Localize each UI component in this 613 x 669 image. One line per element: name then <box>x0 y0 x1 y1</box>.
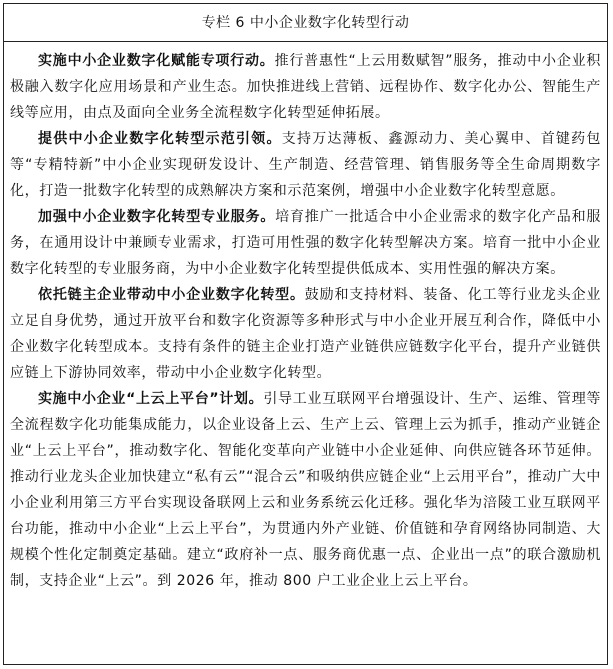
paragraph-1 <box>10 48 601 126</box>
paragraph-lead: 实施中小企业数字化赋能专项行动。 <box>38 53 275 69</box>
paragraph-lead: 提供中小企业数字化转型示范引领。 <box>38 131 282 147</box>
column-box <box>3 3 608 665</box>
paragraph-body: 引导工业互联网平台增强设计、生产、运维、管理等全流程数字化功能集成能力，以企业设备上云、生产上云、管理上云为抓手，推动产业链企业“上云上平台”，推动数字化、智能化变革向产业链中小企业延伸、向供应链各环节延伸。推动行业龙头企业加快建立“私有云”“混合云”和吸纳供应链企业“上云用平台”，推动广大中小企业利用第三方平台实现设备联网上云和业务系统云化迁移。强化华为涪陵工业互联网平台功能，推动中小企业“上云上平台”，为贯通内外产业链、价值链和孕育网络协同制造、大规模个性化定制奠定基础。建立“政府补一点、服务商优惠一点、企业出一点”的联合激励机制，支持企业“上云”。到 2026 年，推动 800 户工业企业上云上平台。 <box>10 391 601 589</box>
paragraph-3 <box>10 204 601 282</box>
paragraph-lead: 实施中小企业“上云上平台”计划。 <box>38 391 264 407</box>
paragraph-lead: 依托链主企业带动中小企业数字化转型。 <box>38 287 305 303</box>
paragraph-4 <box>10 282 601 386</box>
paragraph-2 <box>10 126 601 204</box>
paragraph-body: 培育推广一批适合中小企业需求的数字化产品和服务，在通用设计中兼顾专业需求，打造可用性强的数字化转型解决方案。培育一批中小企业数字化转型的专业服务商，为中小企业数字化转型提供低成本、实用性强的解决方案。 <box>10 209 601 277</box>
column-title: 专栏 6 中小企业数字化转型行动 <box>4 4 607 42</box>
paragraph-body: 推行普惠性“上云用数赋智”服务，推动中小企业积极融入数字化应用场景和产业生态。加快推进线上营销、远程协作、数字化办公、智能生产线等应用，由点及面向全业务全流程数字化转型延伸拓展。 <box>10 53 601 121</box>
paragraph-body: 支持万达薄板、鑫源动力、美心翼申、首键药包等“专精特新”中小企业实现研发设计、生产制造、经营管理、销售服务等全生命周期数字化，打造一批数字化转型的成熟解决方案和示范案例，增强中小企业数字化转型意愿。 <box>10 131 601 199</box>
paragraph-body: 鼓励和支持材料、装备、化工等行业龙头企业立足自身优势，通过开放平台和数字化资源等多种形式与中小企业开展互利合作，降低中小企业数字化转型成本。支持有条件的链主企业打造产业链供应链数字化平台，提升产业链供应链上下游协同效率，带动中小企业数字化转型。 <box>10 287 601 381</box>
column-content <box>4 42 607 594</box>
paragraph-5 <box>10 386 601 594</box>
paragraph-lead: 加强中小企业数字化转型专业服务。 <box>38 209 276 225</box>
